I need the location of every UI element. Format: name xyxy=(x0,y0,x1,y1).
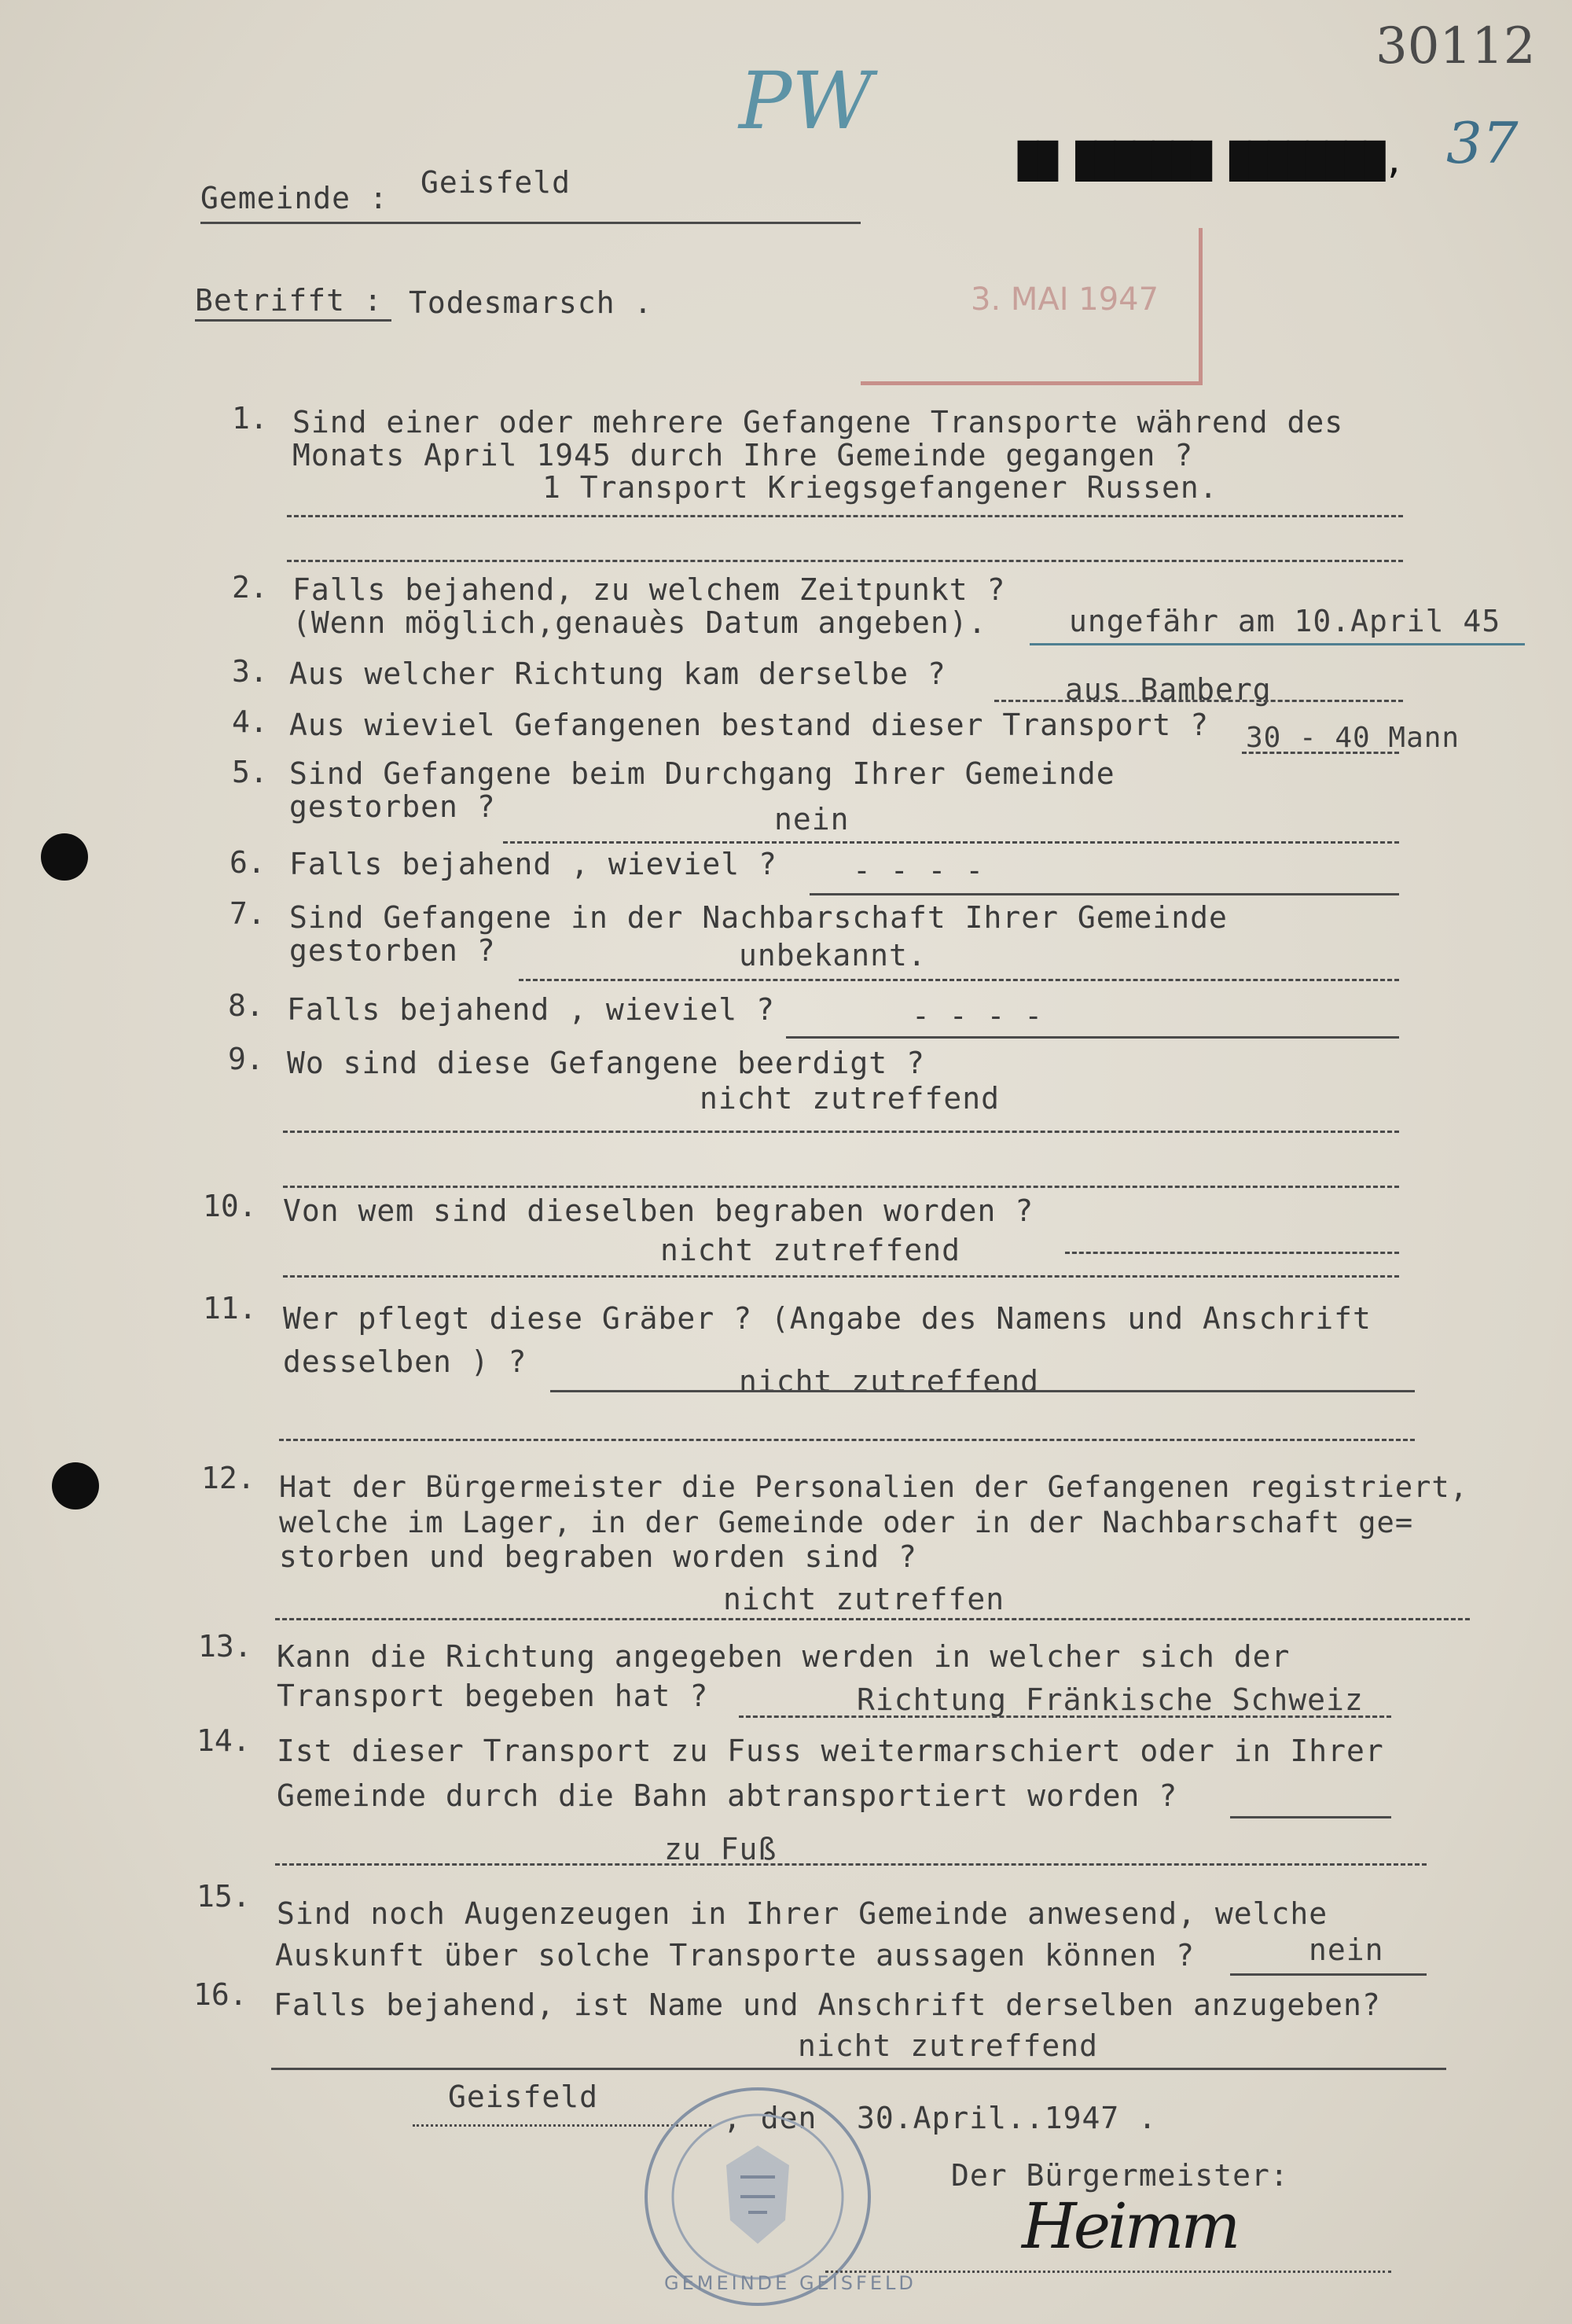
betrifft-label: Betrifft : xyxy=(195,283,383,318)
gemeinde-value: Geisfeld xyxy=(421,165,571,200)
answer-text: nicht zutreffend xyxy=(660,1233,961,1267)
question-text: gestorben ? xyxy=(289,789,496,824)
answer-text: - - - - xyxy=(853,853,985,888)
question-text: welche im Lager, in der Gemeinde oder in der Nachbarschaft ge= xyxy=(279,1506,1414,1539)
answer-line xyxy=(1242,752,1399,754)
question-text: Wo sind diese Gefangene beerdigt ? xyxy=(287,1046,925,1080)
question-number: 9. xyxy=(228,1042,264,1076)
answer-text: - - - - xyxy=(912,998,1044,1033)
answer-line xyxy=(271,2068,1446,2070)
letter-date: 30.April..1947 . xyxy=(857,2101,1158,2135)
question-text: Aus wieviel Gefangenen bestand dieser Transport ? xyxy=(289,708,1210,742)
question-number: 2. xyxy=(232,570,268,605)
question-text: Falls bejahend, zu welchem Zeitpunkt ? xyxy=(292,572,1006,607)
mayor-signature: Heimm xyxy=(1022,2190,1238,2263)
question-text: Falls bejahend , wieviel ? xyxy=(289,847,777,881)
signature-dotted-line xyxy=(825,2271,1391,2273)
question-number: 6. xyxy=(230,845,266,880)
question-text: Von wem sind dieselben begraben worden ? xyxy=(283,1193,1034,1228)
answer-text: 1 Transport Kriegsgefangener Russen. xyxy=(542,470,1218,505)
question-number: 12. xyxy=(201,1461,255,1495)
initials: PW xyxy=(739,55,873,147)
question-text: Sind noch Augenzeugen in Ihrer Gemeinde anwesend, welche xyxy=(277,1896,1328,1931)
question-text: Sind Gefangene in der Nachbarschaft Ihrer Gemeinde xyxy=(289,900,1228,935)
answer-line xyxy=(739,1715,1391,1718)
answer-line xyxy=(503,841,1399,844)
answer-line xyxy=(519,979,1399,981)
question-text: desselben ) ? xyxy=(283,1344,527,1379)
question-text: Ist dieser Transport zu Fuss weitermarschiert oder in Ihrer xyxy=(277,1734,1384,1768)
answer-line xyxy=(283,1131,1399,1133)
question-number: 1. xyxy=(232,401,268,436)
answer-line xyxy=(283,1186,1399,1188)
place-name: Geisfeld xyxy=(448,2079,599,2114)
answer-line xyxy=(1230,1973,1427,1976)
question-text: Sind einer oder mehrere Gefangene Transporte während des xyxy=(292,405,1344,439)
answer-text: nicht zutreffend xyxy=(700,1081,1001,1116)
answer-line xyxy=(287,515,1403,517)
question-number: 11. xyxy=(203,1291,257,1326)
question-number: 16. xyxy=(193,1977,248,2012)
question-number: 10. xyxy=(203,1189,257,1223)
answer-text: nein xyxy=(1309,1932,1384,1967)
answer-text: nicht zutreffend xyxy=(798,2028,1099,2063)
question-text: Falls bejahend, ist Name und Anschrift derselben anzugeben? xyxy=(274,1988,1381,2022)
question-text: Auskunft über solche Transporte aussagen können ? xyxy=(275,1938,1196,1973)
question-text: Gemeinde durch die Bahn abtransportiert worden ? xyxy=(277,1778,1178,1813)
answer-line xyxy=(283,1275,1399,1278)
question-number: 8. xyxy=(228,988,264,1023)
gemeinde-label: Gemeinde : xyxy=(200,181,388,215)
question-text: Transport begeben hat ? xyxy=(277,1679,709,1713)
punch-hole-top xyxy=(41,833,88,881)
den-label: , den xyxy=(723,2101,817,2135)
seal-text: GEMEINDE GEISFELD xyxy=(664,2272,916,2294)
question-text: gestorben ? xyxy=(289,933,496,968)
question-number: 7. xyxy=(230,896,266,931)
answer-text: nein xyxy=(774,802,850,837)
answer-line xyxy=(994,700,1403,702)
answer-line xyxy=(1230,1816,1391,1818)
question-text: Monats April 1945 durch Ihre Gemeinde gegangen ? xyxy=(292,438,1194,473)
betrifft-underline xyxy=(195,319,391,322)
question-number: 4. xyxy=(232,704,268,739)
answer-line xyxy=(786,1036,1399,1039)
betrifft-value: Todesmarsch . xyxy=(409,285,653,320)
archive-number: 30112 xyxy=(1376,17,1536,75)
redacted-text: ██ ███████ ████████, xyxy=(1018,142,1403,182)
signer-label: Der Bürgermeister: xyxy=(951,2158,1289,2193)
answer-line xyxy=(275,1618,1470,1620)
question-number: 5. xyxy=(232,755,268,789)
answer-text: aus Bamberg xyxy=(1065,672,1272,707)
answer-text: unbekannt. xyxy=(739,938,927,973)
question-text: Kann die Richtung angegeben werden in welcher sich der xyxy=(277,1639,1291,1674)
answer-line xyxy=(810,893,1399,895)
question-number: 15. xyxy=(196,1879,251,1914)
question-number: 3. xyxy=(232,654,268,689)
answer-text: nicht zutreffen xyxy=(723,1582,1005,1616)
answer-line xyxy=(287,560,1403,562)
received-stamp: 3. MAI 1947 xyxy=(971,281,1159,318)
answer-text: ungefähr am 10.April 45 xyxy=(1069,604,1501,638)
answer-line xyxy=(1030,643,1525,645)
question-text: Wer pflegt diese Gräber ? (Angabe des Namens und Anschrift xyxy=(283,1301,1372,1336)
question-text: (Wenn möglich,genauès Datum angeben). xyxy=(292,605,987,640)
punch-hole-bottom xyxy=(52,1462,99,1509)
answer-line xyxy=(550,1390,1415,1392)
answer-text: Richtung Fränkische Schweiz xyxy=(857,1682,1364,1717)
answer-text: zu Fuß xyxy=(664,1832,777,1866)
page-number: 37 xyxy=(1446,110,1519,176)
question-number: 13. xyxy=(198,1629,252,1664)
question-text: Sind Gefangene beim Durchgang Ihrer Gemeinde xyxy=(289,756,1115,791)
question-text: Hat der Bürgermeister die Personalien der Gefangenen registriert, xyxy=(279,1470,1468,1504)
answer-text: 30 - 40 Mann xyxy=(1246,722,1460,754)
answer-line xyxy=(279,1439,1415,1441)
question-text: Aus welcher Richtung kam derselbe ? xyxy=(289,656,946,691)
question-number: 14. xyxy=(196,1723,251,1758)
gemeinde-underline xyxy=(200,222,861,224)
answer-line xyxy=(275,1863,1427,1866)
answer-line xyxy=(1065,1252,1399,1254)
question-text: Falls bejahend , wieviel ? xyxy=(287,992,775,1027)
answer-text: nicht zutreffend xyxy=(739,1364,1040,1399)
question-text: storben und begraben worden sind ? xyxy=(279,1539,917,1574)
